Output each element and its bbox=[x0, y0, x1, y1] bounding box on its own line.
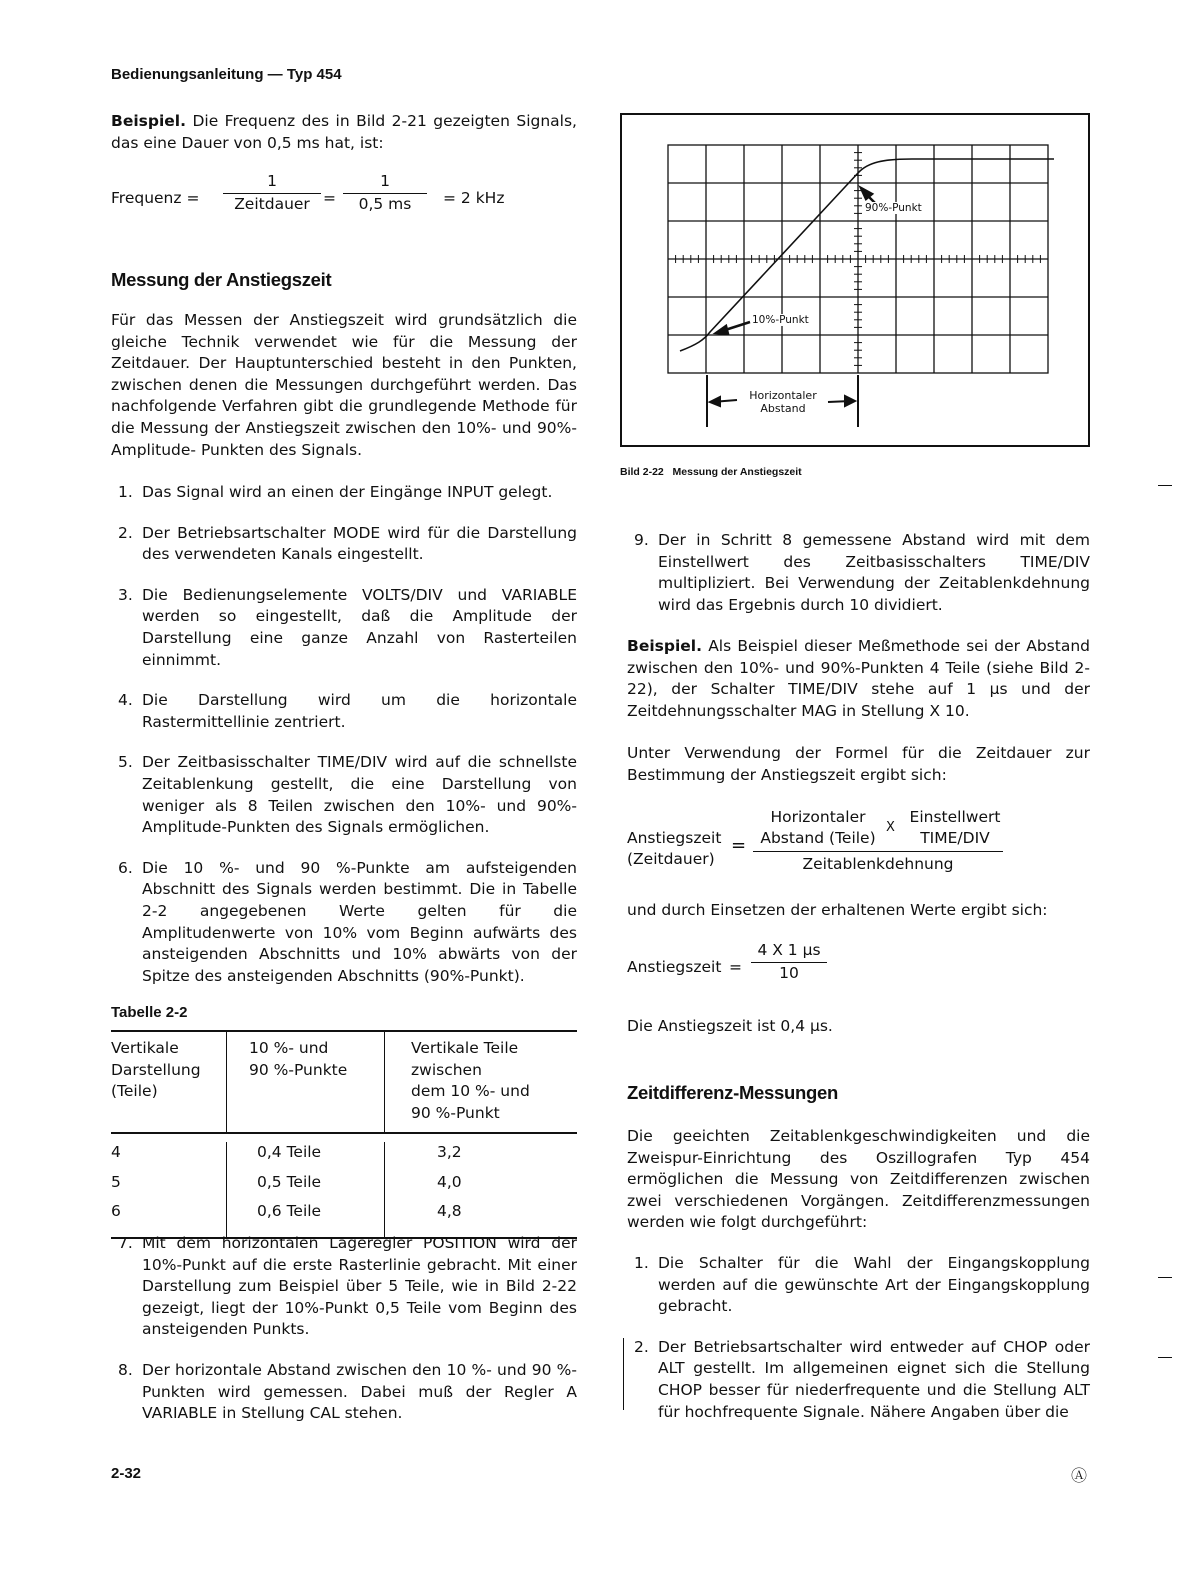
list-item bbox=[111, 690, 577, 733]
table-header-cell: 90 %-Punkt bbox=[411, 1103, 500, 1122]
table-title: Tabelle 2-2 bbox=[111, 1004, 188, 1021]
list-number: 3. bbox=[118, 585, 133, 604]
formula-fraction bbox=[751, 940, 827, 984]
section-heading-rise-time: Messung der Anstiegszeit bbox=[111, 269, 332, 290]
list-number: 8. bbox=[118, 1360, 133, 1379]
table-header-cell: 90 %-Punkte bbox=[249, 1060, 348, 1079]
list-item bbox=[111, 752, 577, 838]
list-text: Der Zeitbasisschalter TIME/DIV wird auf die schnellste Zeitablenkung gestellt, die eine Darstellung von weniger als 8 Teilen zwischen den 10%- und 90%-Amplitude-Punkten des Signals ermöglichen. bbox=[142, 753, 577, 837]
table-cell: 0,6 Teile bbox=[227, 1201, 385, 1237]
formula-numerator: Horizontaler bbox=[770, 808, 866, 826]
table-row bbox=[111, 1201, 577, 1237]
example-lead: Beispiel. bbox=[627, 637, 702, 655]
fraction-numerator: 1 bbox=[267, 172, 277, 190]
formula-numerator: TIME/DIV bbox=[920, 829, 990, 847]
table-row bbox=[111, 1142, 577, 1172]
step-9 bbox=[627, 530, 1090, 616]
table-row bbox=[111, 1172, 577, 1202]
figure-caption bbox=[620, 466, 802, 478]
formula-lhs: Anstiegszeit bbox=[627, 958, 722, 976]
steps-list-3 bbox=[627, 1253, 1090, 1423]
steps-list-2 bbox=[111, 1233, 577, 1425]
label-10-percent-point: 10%-Punkt bbox=[752, 314, 809, 326]
list-item bbox=[111, 1360, 577, 1425]
fraction-numerator: 4 X 1 µs bbox=[757, 941, 821, 959]
margin-mark bbox=[1158, 1357, 1172, 1358]
formula-lhs: (Zeitdauer) bbox=[627, 850, 715, 868]
example-text: Als Beispiel dieser Meßmethode sei der Abstand zwischen den 10%- und 90%-Punkten 4 Teile (siehe Bild 2-22), der Schalter TIME/DIV stehe auf 1 µs und der Zeitdehnungsschalter MAG in Stellung X 10. bbox=[627, 637, 1090, 720]
result-text: Die Anstiegszeit ist 0,4 µs. bbox=[627, 1017, 833, 1035]
formula-intro: Unter Verwendung der Formel für die Zeitdauer zur Bestimmung der Anstiegszeit ergibt sich: bbox=[627, 744, 1090, 784]
list-number: 9. bbox=[634, 531, 649, 549]
formula-times: X bbox=[886, 820, 895, 835]
running-header: Bedienungsanleitung — Typ 454 bbox=[111, 66, 342, 83]
label-90-percent-point: 90%-Punkt bbox=[865, 202, 922, 214]
list-number: 5. bbox=[118, 753, 133, 772]
table-cell: 0,5 Teile bbox=[227, 1172, 385, 1202]
table-header-cell: dem 10 %- und bbox=[411, 1082, 530, 1100]
list-text: Die 10 %- und 90 %-Punkte am aufsteigenden Abschnitt des Signals werden bestimmt. Die in Tabelle 2-2 angegebenen Werte gelten für die Amplitudenwerte von 10% vom Beginn aufwärts des ansteigenden Abschnitts und 10% abwärts von der Spitze des ansteigenden Abschnitts (90%-Punkt). bbox=[142, 858, 577, 985]
list-number: 2. bbox=[118, 523, 133, 542]
frequency-formula bbox=[111, 171, 581, 231]
fraction-denominator: 10 bbox=[779, 963, 799, 982]
label-horizontal-distance bbox=[740, 389, 826, 415]
list-item bbox=[627, 1253, 1090, 1318]
list-number: 7. bbox=[118, 1234, 133, 1252]
formula-numerator: Einstellwert bbox=[909, 808, 1001, 826]
formula-result: = 2 kHz bbox=[443, 189, 505, 207]
list-number: 1. bbox=[634, 1254, 649, 1272]
rise-time-calculation bbox=[627, 940, 927, 996]
list-text: Die Darstellung wird um die horizontale Rastermittellinie zentriert. bbox=[142, 691, 577, 731]
oscilloscope-graticule bbox=[622, 115, 1088, 445]
formula-equals: = bbox=[729, 958, 742, 976]
change-bar bbox=[623, 1338, 624, 1410]
example-text: Die Frequenz des in Bild 2-21 gezeigten Signals, das eine Dauer von 0,5 ms hat, ist: bbox=[111, 112, 577, 152]
list-text: Der Betriebsartschalter wird entweder auf CHOP oder ALT gestellt. Im allgemeinen eignet sich die Stellung CHOP besser für niederfrequente und die Stellung ALT für hochfrequente Signale. Nähere Angaben über die bbox=[658, 1337, 1090, 1421]
table-2-2 bbox=[111, 1030, 577, 1239]
table-cell: 4,8 bbox=[437, 1202, 462, 1220]
formula-lhs: Anstiegszeit bbox=[627, 829, 722, 847]
table-header-row bbox=[111, 1032, 577, 1133]
list-text: Die Schalter für die Wahl der Eingangskopplung werden auf die gewünschte Art der Eingangskopplung gebracht. bbox=[658, 1254, 1090, 1316]
table-cell: 5 bbox=[111, 1172, 227, 1202]
list-item bbox=[111, 482, 577, 504]
caption-text: Messung der Anstiegszeit bbox=[672, 466, 802, 478]
table-header-cell: Vertikale Teile zwischen bbox=[411, 1039, 519, 1079]
example-2-paragraph bbox=[627, 636, 1090, 722]
table-header-cell: (Teile) bbox=[111, 1082, 158, 1100]
table-cell: 4,0 bbox=[437, 1172, 462, 1191]
fraction-numerator: 1 bbox=[380, 172, 390, 190]
tektronix-logo: Ⓐ bbox=[1071, 1466, 1088, 1485]
margin-mark bbox=[1158, 485, 1172, 486]
section-2-intro: Die geeichten Zeitablenkgeschwindigkeiten und die Zweispur-Einrichtung des Oszillografen Typ 454 ermöglichen die Messung von Zeitdifferenzen zwischen zwei verschiedenen Vorgängen. Zeitdifferenzmessungen werden wie folgt durchgeführt: bbox=[627, 1127, 1090, 1232]
formula-equals: = bbox=[323, 189, 336, 207]
page-number: 2-32 bbox=[111, 1465, 142, 1482]
fraction-denominator: 0,5 ms bbox=[358, 194, 412, 213]
list-text: Die Bedienungselemente VOLTS/DIV und VARIABLE werden so eingestellt, daß die Amplitude der Darstellung eine ganze Anzahl von Rasterteilen einnimmt. bbox=[142, 585, 577, 669]
rise-time-formula bbox=[627, 807, 1090, 887]
list-item bbox=[111, 858, 577, 988]
list-number: 4. bbox=[118, 691, 133, 710]
table-cell: 0,4 Teile bbox=[227, 1142, 385, 1172]
steps-list-1 bbox=[111, 482, 577, 987]
label-line: Abstand bbox=[760, 402, 806, 415]
margin-mark bbox=[1158, 1277, 1172, 1278]
section-heading-time-difference: Zeitdifferenz-Messungen bbox=[627, 1082, 839, 1103]
list-number: 2. bbox=[634, 1337, 649, 1356]
list-item bbox=[111, 1233, 577, 1341]
table-header-cell: Darstellung bbox=[111, 1060, 201, 1079]
table-cell: 3,2 bbox=[437, 1143, 462, 1161]
list-text: Der Betriebsartschalter MODE wird für die Darstellung des verwendeten Kanals eingestellt. bbox=[142, 523, 577, 564]
table-header-cell: Vertikale bbox=[111, 1039, 179, 1057]
substitution-text: und durch Einsetzen der erhaltenen Werte ergibt sich: bbox=[627, 901, 1048, 919]
example-lead: Beispiel. bbox=[111, 112, 186, 130]
formula-fraction-2 bbox=[343, 171, 427, 215]
list-number: 1. bbox=[118, 483, 133, 501]
section-intro: Für das Messen der Anstiegszeit wird grundsätzlich die gleiche Technik verwendet wie für die Messung der Zeitdauer. Der Hauptunterschied besteht in den Punkten, zwischen denen die Messungen durchgeführt werden. Das nachfolgende Verfahren gibt die grundlegende Methode für die Messung der Anstiegszeit zwischen den 10%- und 90%-Amplitude- Punkten des Signals. bbox=[111, 311, 577, 459]
formula-denominator: Zeitablenkdehnung bbox=[802, 855, 954, 873]
table-cell: 6 bbox=[111, 1201, 227, 1237]
list-number: 6. bbox=[118, 858, 133, 877]
formula-lhs: Frequenz = bbox=[111, 189, 200, 207]
list-text: Der horizontale Abstand zwischen den 10 %- und 90 %-Punkten wird gemessen. Dabei muß der Regler A VARIABLE in Stellung CAL stehen. bbox=[142, 1360, 577, 1423]
formula-equals: = bbox=[731, 835, 747, 856]
example-paragraph bbox=[111, 111, 577, 154]
figure-rise-time bbox=[620, 113, 1090, 447]
table-cell: 4 bbox=[111, 1142, 227, 1172]
formula-numerator: Abstand (Teile) bbox=[760, 829, 876, 847]
list-text: Der in Schritt 8 gemessene Abstand wird mit dem Einstellwert des Zeitbasisschalters TIME/DIV multipliziert. Bei Verwendung der Zeitablenkdehnung wird das Ergebnis durch 10 dividiert. bbox=[658, 531, 1090, 614]
formula-fraction-1 bbox=[223, 171, 321, 215]
list-item bbox=[111, 585, 577, 671]
list-item bbox=[111, 523, 577, 566]
caption-number: Bild 2-22 bbox=[620, 466, 664, 478]
list-text: Das Signal wird an einen der Eingänge INPUT gelegt. bbox=[142, 483, 553, 501]
table-header-cell: 10 %- und bbox=[249, 1039, 329, 1057]
label-line: Horizontaler bbox=[749, 389, 817, 402]
list-text: Mit dem horizontalen Lageregler POSITION wird der 10%-Punkt auf die erste Rasterlinie gebracht. Mit einer Darstellung zum Beispiel über 5 Teile, wie in Bild 2-22 gezeigt, liegt der 10%-Punkt 0,5 Teile vom Beginn des ansteigenden Punkts. bbox=[142, 1234, 577, 1339]
fraction-denominator: Zeitdauer bbox=[234, 194, 310, 213]
list-item bbox=[627, 1337, 1090, 1423]
